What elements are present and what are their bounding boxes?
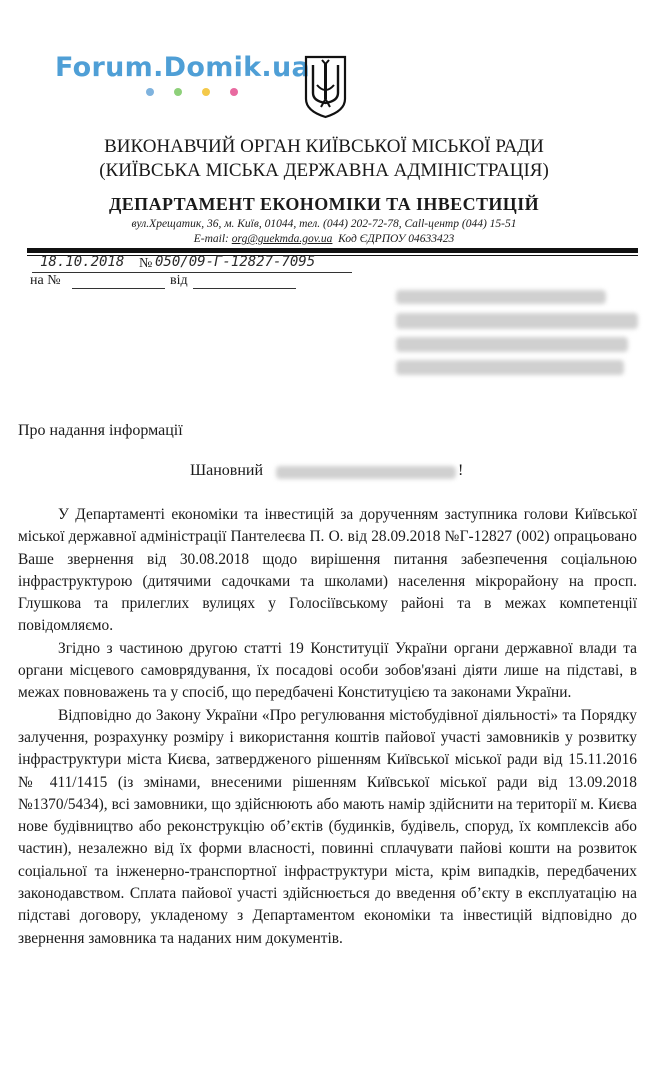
- redacted-addressee: [396, 360, 624, 375]
- body-paragraph: Відповідно до Закону України «Про регулювання містобудівної діяльності» та Порядку залучення, розрахунку розміру і використання коштів пайової участі замовників у розвитку інфраструктури міста Києва, затвердженого рішенням Київської міської ради від 15.11.2016 № 411/1415 (із змінами, внесеними рішенням Київської міської ради від 13.09.2018 №1370/5434), всі замовники, що здійснюють або мають намір здійснити на території м. Києва нове будівництво або реконструкцію об’єктів (будинків, будівель, споруд, їх комплексів або частин), незалежно від їх форми власності, повинні сплачувати пайові кошти на розвиток соціальної та інженерно-транспортної інфраструктури міста, крім випадків, передбачених законодавством. Сплата пайової участі здійснюється до введення об’єкту в експлуатацію на підставі договору, укладеному з Департаментом економіки та інвестицій відповідно до звернення замовника та наданих ним документів.: [18, 706, 637, 947]
- reference-date-blank: [193, 288, 296, 289]
- redacted-addressee: [396, 313, 638, 329]
- org-name-line1: ВИКОНАВЧИЙ ОРГАН КИЇВСЬКОЇ МІСЬКОЇ РАДИ: [104, 136, 544, 157]
- reference-number-label: на №: [30, 273, 61, 288]
- department-name: ДЕПАРТАМЕНТ ЕКОНОМІКИ ТА ІНВЕСТИЦІЙ: [108, 194, 539, 214]
- letter-subject: Про надання інформації: [18, 422, 183, 439]
- letterhead-rule-thick: [27, 248, 638, 253]
- edrpou-code: Код ЄДРПОУ 04633423: [338, 233, 455, 245]
- watermark-dot: [230, 88, 238, 96]
- greeting-suffix: !: [458, 462, 464, 479]
- redacted-addressee: [396, 337, 628, 352]
- body-paragraph: У Департаменті економіки та інвестицій за дорученням заступника голови Київської міської державної адміністрації Пантелеєва П. О. від 28.09.2018 №Г-12827 (002) опрацьовано Ваше звернення від 30.08.2018 щодо вирішення питання забезпечення соціальною інфраструктурою (дитячими садочками та школами) населення мікрорайону на просп. Глушкова та прилеглих вулицях у Голосіївському районі та в межах компетенції повідомляємо.: [18, 506, 637, 635]
- watermark-text: Forum.Domik.ua: [55, 52, 311, 83]
- redacted-addressee: [396, 290, 606, 304]
- watermark-dot: [202, 88, 210, 96]
- org-name-line2: (КИЇВСЬКА МІСЬКА ДЕРЖАВНА АДМІНІСТРАЦІЯ): [99, 160, 549, 181]
- registration-underline: [32, 272, 352, 273]
- email-link[interactable]: org@guekmda.gov.ua: [231, 233, 333, 245]
- email-label: E-mail:: [193, 233, 229, 245]
- redacted-recipient-name: [276, 466, 456, 479]
- ukraine-trident-emblem-icon: [303, 55, 348, 119]
- department-address: вул.Хрещатик, 36, м. Київ, 01044, тел. (044) 202-72-78, Call-центр (044) 15-51: [131, 218, 517, 230]
- greeting-prefix: Шановний: [190, 462, 264, 479]
- body-paragraph: Згідно з частиною другою статті 19 Конституції України органи державної влади та органи місцевого самоврядування, їх посадові особи зобов'язані діяти лише на підставі, в межах повноважень та у спосіб, що передбачені Конституцією та законами України.: [18, 639, 637, 702]
- registration-date: 18.10.2018: [40, 254, 125, 270]
- registration-number: 050/09-Г-12827-7095: [155, 254, 316, 270]
- reference-date-label: від: [170, 273, 188, 288]
- watermark-dot: [174, 88, 182, 96]
- reference-number-blank: [72, 288, 165, 289]
- letter-body: [18, 504, 637, 950]
- registration-number-mark: №: [139, 256, 153, 271]
- department-contacts: [0, 233, 648, 245]
- watermark-dot: [146, 88, 154, 96]
